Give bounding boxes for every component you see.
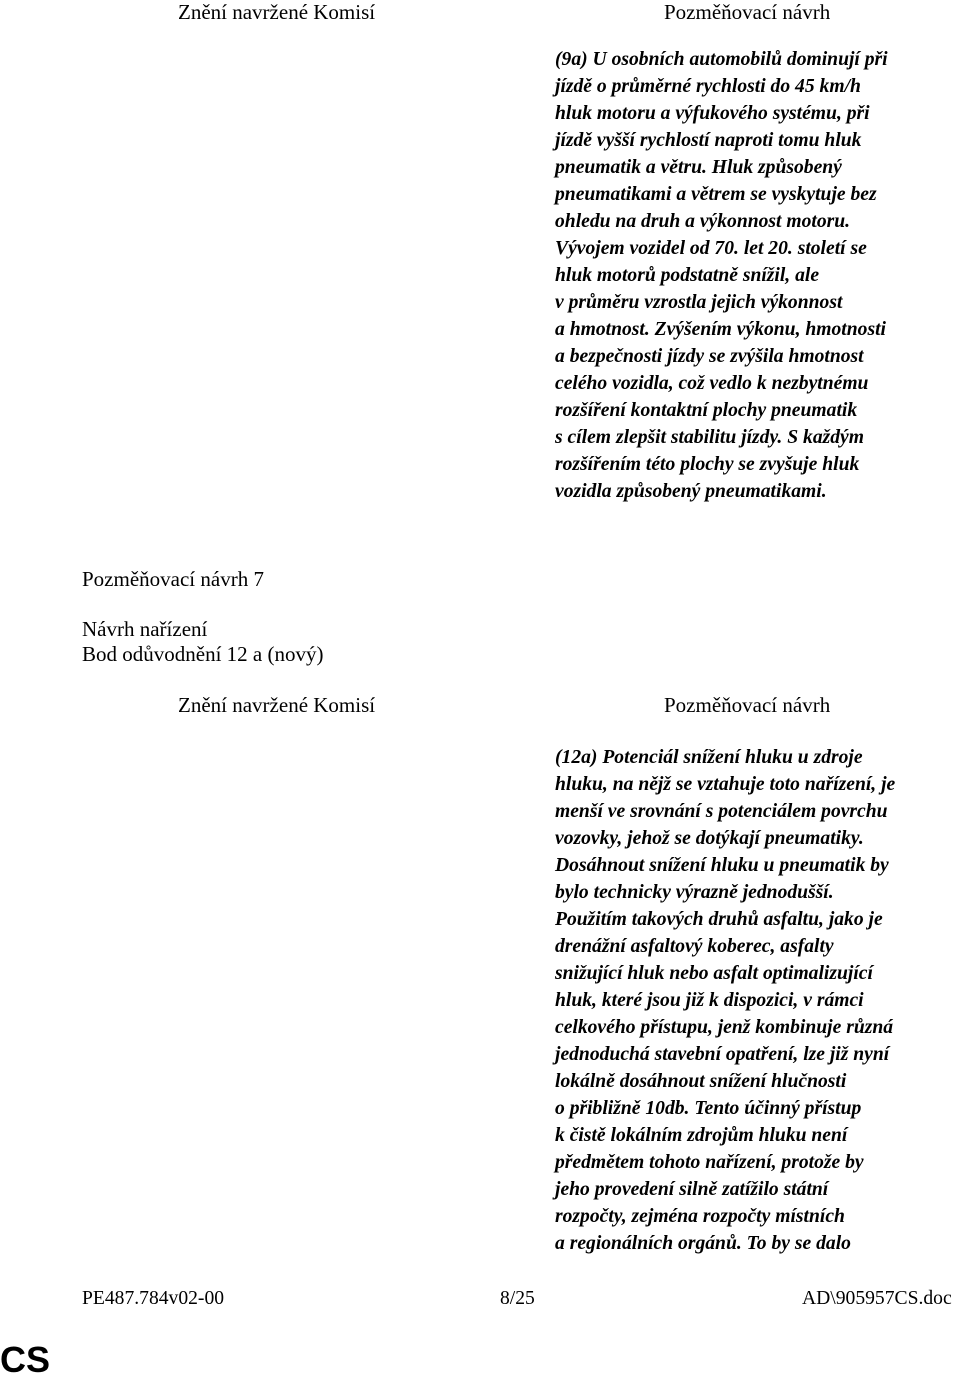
section1-left-heading: Znění navržené Komisí — [178, 0, 376, 24]
footer-reference: PE487.784v02-00 — [82, 1288, 225, 1309]
section2-right-heading: Pozměňovací návrh — [664, 693, 831, 717]
amendment-title: Pozměňovací návrh 7 — [82, 567, 264, 591]
footer-document-name: AD\905957CS.doc — [802, 1288, 952, 1309]
footer-page-number: 8/25 — [500, 1288, 535, 1309]
proposal-label: Návrh nařízení — [82, 617, 208, 641]
recital-label: Bod odůvodnění 12 a (nový) — [82, 642, 324, 666]
section1-right-heading: Pozměňovací návrh — [664, 0, 831, 24]
section2-left-heading: Znění navržené Komisí — [178, 693, 376, 717]
section1-amendment-text: (9a) U osobních automobilů dominují při jízdě o průměrné rychlosti do 45 km/h hluk motoru a výfukového systému, při jízdě vyšší rychlostí naproti tomu hluk pneumatik a větru. Hluk způsobený pneumatikami a větrem se vyskytuje bez ohledu na druh a výkonnost motoru. Vývojem vozidel od 70. let 20. století se hluk motorů podstatně snížil, ale v průměru vzrostla jejich výkonnost a hmotnost. Zvýšením výkonu, hmotnosti a bezpečnosti jízdy se zvýšila hmotnost celého vozidla, což vedlo k nezbytnému rozšíření kontaktní plochy pneumatik s cílem zlepšit stabilitu jízdy. S každým rozšířením této plochy se zvyšuje hluk vozidla způsobený pneumatikami. — [555, 49, 888, 502]
section2-amendment-text: (12a) Potenciál snížení hluku u zdroje hluku, na nějž se vztahuje toto nařízení, je menší ve srovnání s potenciálem povrchu vozovky, jehož se dotýkají pneumatiky. Dosáhnout snížení hluku u pneumatik by bylo technicky výrazně jednodušší. Použitím takových druhů asfaltu, jako je drenážní asfaltový koberec, asfalty snižující hluk nebo asfalt optimalizující hluk, které jsou již k dispozici, v rámci celkového přístupu, jenž kombinuje různá jednoduchá stavební opatření, lze již nyní lokálně dosáhnout snížení hlučnosti o přibližně 10db. Tento účinný přístup k čistě lokálním zdrojům hluku není předmětem tohoto nařízení, protože by jeho provedení silně zatížilo státní rozpočty, zejména rozpočty místních a regionálních orgánů. To by se dalo — [555, 747, 896, 1254]
language-code: CS — [0, 1339, 51, 1380]
